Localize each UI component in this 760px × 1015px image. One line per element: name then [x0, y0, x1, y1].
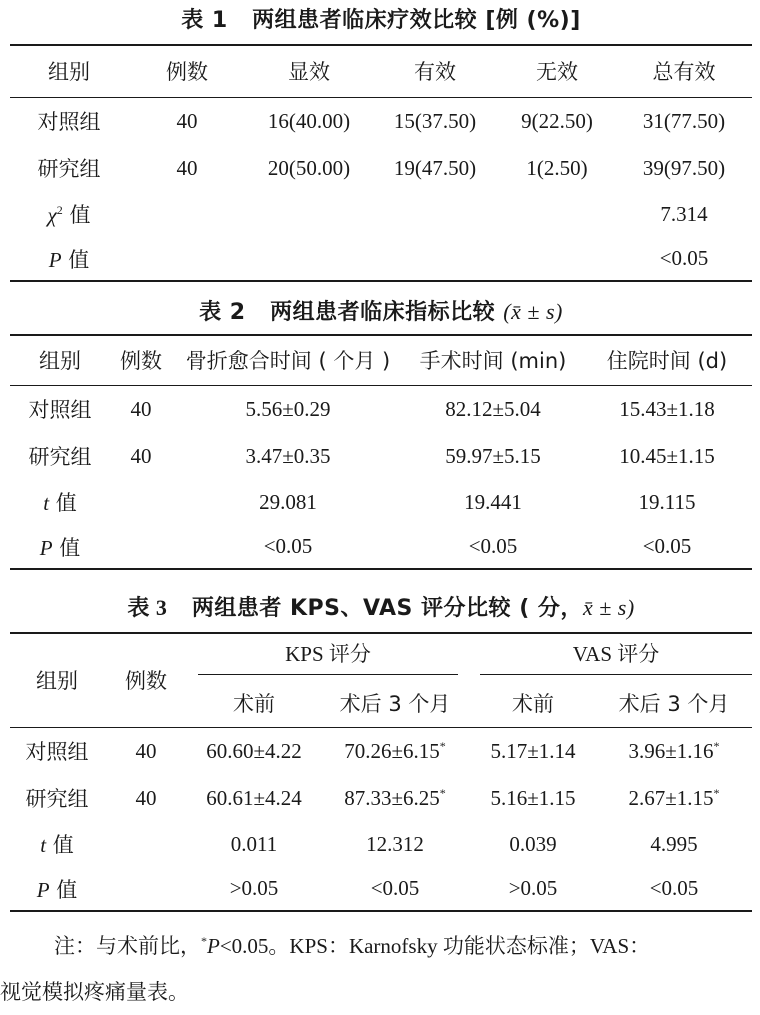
table1-cell: 9(22.50): [521, 108, 593, 133]
note-line-1: 注：与术前比，*P<0.05。KPS：Karnofsky 功能状态标准；VAS：: [54, 934, 651, 958]
table3-cell: 5.16±1.15: [490, 785, 576, 810]
table2-t-label: t 值: [43, 491, 77, 515]
table1-cell: 39(97.50): [642, 155, 726, 180]
table1-caption-title: 两组患者临床疗效比较 [例 (%)]: [252, 8, 581, 33]
table3-cell: 60.60±4.22: [206, 738, 302, 763]
table3: [10, 632, 752, 912]
table3-cell: 87.33±6.25*: [344, 785, 446, 810]
table1-cell: 20(50.00): [267, 155, 351, 180]
table3-cell: 2.67±1.15*: [628, 785, 720, 810]
table3-subheader: 术前: [512, 691, 554, 716]
table3-t-value: 4.995: [650, 831, 698, 856]
table1-p-label: P 值: [48, 247, 90, 272]
table1-chi-value: 7.314: [660, 201, 708, 226]
table1-header: 总有效: [652, 60, 716, 85]
table3-p-value: <0.05: [370, 876, 420, 900]
table1-block: [10, 0, 752, 282]
table3-p-value: >0.05: [508, 876, 558, 900]
table2-cell: 40: [130, 443, 152, 468]
table1-cell: 1(2.50): [526, 155, 588, 180]
table3-subheader: 术前: [233, 691, 275, 716]
table3-subheader: 术后 3 个月: [618, 691, 730, 716]
table3-caption-title: 两组患者 KPS、VAS 评分比较 ( 分，: [191, 596, 583, 621]
table1-header: 有效: [414, 60, 456, 85]
table1-p-value: <0.05: [659, 246, 709, 270]
table2-caption-label: 表 2: [199, 300, 246, 325]
table-row: [10, 385, 752, 433]
table2-p-value: <0.05: [263, 534, 313, 558]
table2: [10, 334, 752, 570]
table3-t-value: 0.011: [230, 831, 278, 856]
table2-header: 手术时间 (min): [419, 349, 567, 374]
table2-cell: 59.97±5.15: [445, 443, 541, 468]
table-row: [10, 775, 752, 821]
table1-cell: 19(47.50): [393, 155, 477, 180]
table3-cell: 70.26±6.15*: [344, 738, 446, 763]
table-row: [10, 525, 752, 569]
table3-p-label: P 值: [36, 877, 78, 902]
table3-caption-label: 表 3: [127, 595, 168, 620]
table3-t-label: t 值: [40, 833, 74, 857]
table2-cell: 40: [130, 396, 152, 421]
table3-header-kps: KPS 评分: [188, 633, 470, 679]
table-row: [10, 727, 752, 775]
table3-t-value: 0.039: [509, 831, 557, 856]
table-row: [10, 145, 752, 191]
table2-p-value: <0.05: [468, 534, 518, 558]
table2-header: 住院时间 (d): [606, 349, 728, 374]
table3-cell: 60.61±4.24: [206, 785, 302, 810]
table3-header-n: 例数: [104, 633, 188, 727]
table1-caption: [10, 0, 752, 44]
table2-cell: 研究组: [28, 445, 92, 469]
table2-cell: 82.12±5.04: [445, 396, 541, 421]
table-row: [10, 867, 752, 911]
table-row: [10, 433, 752, 479]
table-row: [10, 479, 752, 525]
table2-t-value: 19.115: [638, 489, 696, 514]
table3-header-row: [10, 633, 752, 679]
table2-p-label: P 值: [39, 535, 81, 560]
table2-cell: 5.56±0.29: [245, 396, 331, 421]
table3-subheader: 术后 3 个月: [339, 691, 451, 716]
table3-cell: 研究组: [25, 787, 89, 811]
table-row: [10, 191, 752, 237]
table1-header: 无效: [536, 60, 578, 85]
table2-block: [10, 290, 752, 570]
table1-cell: 40: [176, 155, 198, 180]
table1-header: 组别: [48, 60, 90, 85]
table3-header-vas: VAS 评分: [470, 633, 752, 679]
table2-cell: 15.43±1.18: [619, 396, 715, 421]
table1-cell: 16(40.00): [267, 108, 351, 133]
table3-cell: 40: [135, 785, 157, 810]
table1-cell: 研究组: [37, 157, 101, 181]
table3-block: [10, 582, 752, 912]
table-row: [10, 97, 752, 145]
table1-cell: 对照组: [37, 110, 101, 135]
table1-header: 显效: [288, 60, 330, 85]
table2-cell: 对照组: [28, 398, 92, 423]
table2-header: 骨折愈合时间 ( 个月 ): [185, 349, 391, 374]
table-row: [10, 237, 752, 281]
table2-caption-stat: (x̄ ± s): [503, 299, 563, 324]
table1-header-row: [10, 45, 752, 97]
table-note: [0, 918, 760, 1015]
table2-cell: 3.47±0.35: [245, 443, 331, 468]
table2-caption: [10, 290, 752, 334]
table2-t-value: 29.081: [259, 489, 317, 514]
table2-p-value: <0.05: [642, 534, 692, 558]
table2-t-value: 19.441: [464, 489, 522, 514]
table1-chi-label: $\chi^2$ 值: [47, 203, 91, 227]
table3-cell: 对照组: [25, 740, 89, 765]
table2-header-row: [10, 335, 752, 385]
table3-header-group: 组别: [10, 633, 104, 727]
table1-caption-label: 表 1: [181, 8, 228, 33]
table1: [10, 44, 752, 282]
table3-p-value: <0.05: [649, 876, 699, 900]
table1-cell: 40: [176, 108, 198, 133]
table2-caption-title: 两组患者临床指标比较: [270, 300, 496, 325]
table3-cell: 5.17±1.14: [490, 738, 576, 763]
table3-caption: [10, 582, 752, 632]
note-line-2: 视觉模拟疼痛量表。: [0, 980, 189, 1004]
table1-cell: 31(77.50): [642, 108, 726, 133]
table3-p-value: >0.05: [229, 876, 279, 900]
table2-cell: 10.45±1.15: [619, 443, 715, 468]
table2-header: 例数: [120, 349, 162, 374]
table3-cell: 40: [135, 738, 157, 763]
table3-cell: 3.96±1.16*: [628, 738, 720, 763]
table3-caption-stat: x̄ ± s): [582, 595, 635, 620]
table-row: [10, 821, 752, 867]
table1-header: 例数: [166, 60, 208, 85]
table2-header: 组别: [39, 349, 81, 374]
table1-cell: 15(37.50): [393, 108, 477, 133]
table3-t-value: 12.312: [366, 831, 424, 856]
